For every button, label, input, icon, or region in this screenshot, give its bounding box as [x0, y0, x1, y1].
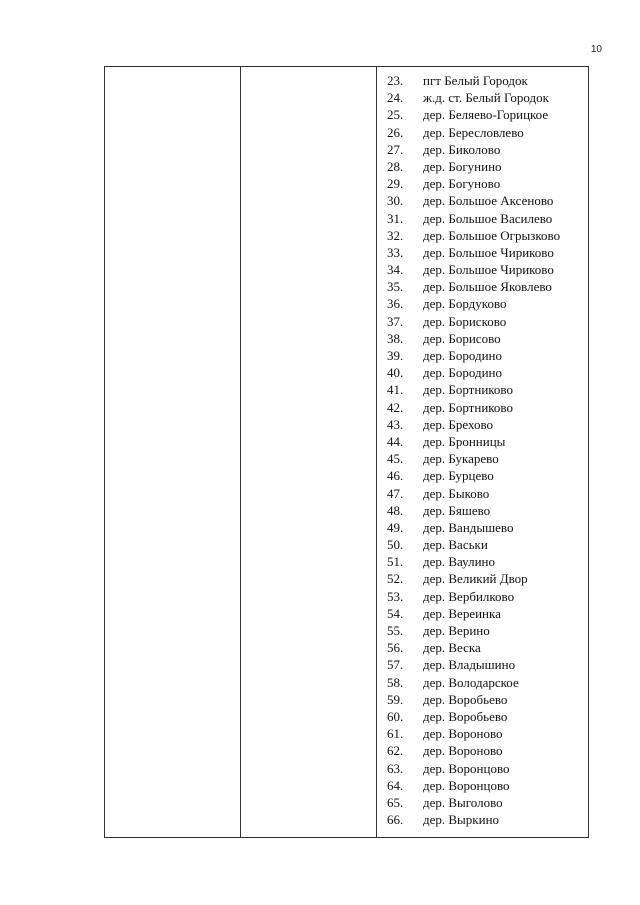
list-item-name: дер. Большое Чириково	[423, 244, 554, 260]
list-item-number: 33.	[387, 244, 404, 260]
list-item	[387, 811, 588, 828]
list-item	[387, 519, 588, 536]
list-item-number: 37.	[387, 313, 404, 329]
list-item	[387, 742, 588, 759]
list-item-name: дер. Бортниково	[423, 382, 513, 398]
list-item-name: дер. Вербилково	[423, 588, 515, 604]
list-item-number: 35.	[387, 279, 404, 295]
list-item-name: дер. Бордуково	[423, 296, 507, 312]
list-item-number: 23.	[387, 73, 404, 88]
list-item-name: дер. Бородино	[423, 348, 503, 363]
list-item-number: 59.	[387, 691, 404, 707]
list-item	[387, 158, 588, 175]
list-item-number: 34.	[387, 262, 404, 278]
list-item	[387, 72, 588, 89]
list-item-number: 41.	[387, 382, 404, 398]
list-item	[387, 313, 588, 330]
list-item-number: 52.	[387, 571, 404, 587]
settlements-list	[377, 67, 588, 837]
list-item-name: дер. Выркино	[423, 812, 500, 828]
list-item-number: 36.	[387, 296, 404, 312]
list-item-name: дер. Верино	[423, 623, 490, 638]
list-item-name: дер. Вандышево	[423, 519, 514, 535]
list-item	[387, 433, 588, 450]
list-item	[387, 399, 588, 416]
list-item-number: 31.	[387, 210, 404, 226]
list-item	[387, 227, 588, 244]
list-item-number: 48.	[387, 502, 404, 518]
list-item	[387, 364, 588, 381]
list-item	[387, 674, 588, 691]
list-item	[387, 725, 588, 742]
list-item	[387, 485, 588, 502]
list-item	[387, 691, 588, 708]
list-item-number: 61.	[387, 726, 404, 742]
list-item-number: 57.	[387, 657, 404, 673]
list-item-number: 28.	[387, 158, 404, 174]
list-item-name: дер. Володарское	[423, 674, 519, 690]
list-item-number: 42.	[387, 399, 404, 415]
list-item-name: дер. Владышино	[423, 657, 516, 673]
list-item-number: 25.	[387, 107, 404, 123]
list-item	[387, 502, 588, 519]
list-item	[387, 777, 588, 794]
list-item-name: дер. Выголово	[423, 794, 503, 810]
list-item	[387, 708, 588, 725]
list-item	[387, 141, 588, 158]
list-item-name: дер. Большое Огрызково	[423, 227, 561, 243]
list-item-name: дер. Биколово	[423, 141, 501, 157]
list-item-name: дер. Большое Яковлево	[423, 279, 552, 295]
list-item-number: 46.	[387, 468, 404, 484]
list-item-name: дер. Воронцово	[423, 760, 510, 776]
list-item-name: дер. Беляево-Горицкое	[423, 107, 549, 123]
list-item	[387, 760, 588, 777]
list-item-number: 44.	[387, 433, 404, 449]
list-item	[387, 416, 588, 433]
list-item-number: 26.	[387, 124, 404, 140]
list-item-number: 40.	[387, 365, 404, 381]
list-item	[387, 295, 588, 312]
list-item-number: 45.	[387, 451, 404, 467]
list-item	[387, 381, 588, 398]
list-item-name: дер. Бяшево	[423, 502, 491, 518]
settlements-table	[104, 66, 589, 838]
list-item-name: дер. Воробьево	[423, 691, 508, 707]
list-item-name: дер. Воронцово	[423, 777, 510, 793]
list-item	[387, 192, 588, 209]
list-item	[387, 467, 588, 484]
list-item	[387, 588, 588, 605]
list-item-number: 50.	[387, 537, 404, 553]
list-item-name: дер. Борисково	[423, 313, 507, 329]
list-item-number: 32.	[387, 227, 404, 243]
list-item-name: дер. Бородино	[423, 365, 503, 381]
list-item-number: 54.	[387, 605, 404, 621]
list-item-name: дер. Бурцево	[423, 468, 494, 484]
list-item	[387, 106, 588, 123]
list-item	[387, 210, 588, 227]
list-item-number: 49.	[387, 519, 404, 535]
list-item-number: 51.	[387, 554, 404, 570]
list-item-name: дер. Букарево	[423, 451, 499, 467]
list-item	[387, 639, 588, 656]
list-item-number: 58.	[387, 674, 404, 690]
list-item-number: 66.	[387, 812, 404, 828]
list-item-number: 39.	[387, 348, 404, 363]
list-item-name: дер. Вороново	[423, 743, 503, 759]
list-item-name: пгт Белый Городок	[423, 73, 528, 88]
list-item-number: 64.	[387, 777, 404, 793]
list-item-name: дер. Великий Двор	[423, 571, 528, 587]
list-item	[387, 175, 588, 192]
table-column-1	[105, 67, 241, 837]
list-item-name: дер. Быково	[423, 485, 490, 501]
list-item-name: дер. Богуново	[423, 176, 501, 192]
list-item-number: 47.	[387, 485, 404, 501]
list-item-name: дер. Бортниково	[423, 399, 513, 415]
list-item-name: дер. Веска	[423, 640, 481, 656]
list-item	[387, 347, 588, 364]
list-item	[387, 124, 588, 141]
list-item	[387, 89, 588, 106]
list-item-number: 60.	[387, 708, 404, 724]
list-item-name: дер. Воробьево	[423, 708, 508, 724]
list-item-name: дер. Большое Чириково	[423, 262, 554, 278]
list-item-name: дер. Бересловлево	[423, 124, 524, 140]
list-item-name: дер. Ваулино	[423, 554, 495, 570]
list-item-name: дер. Бронницы	[423, 433, 506, 449]
list-item-number: 29.	[387, 176, 404, 192]
list-item	[387, 656, 588, 673]
list-item	[387, 450, 588, 467]
list-item	[387, 570, 588, 587]
list-item-number: 30.	[387, 193, 404, 209]
list-item-name: дер. Вороново	[423, 726, 503, 742]
list-item-number: 38.	[387, 330, 404, 346]
list-item	[387, 261, 588, 278]
list-item-number: 56.	[387, 640, 404, 656]
list-item-name: дер. Богунино	[423, 158, 502, 174]
list-item-name: дер. Борисово	[423, 330, 501, 346]
list-item	[387, 278, 588, 295]
list-item	[387, 794, 588, 811]
list-item-number: 63.	[387, 760, 404, 776]
list-item-number: 55.	[387, 623, 404, 638]
list-item-number: 62.	[387, 743, 404, 759]
list-item-number: 43.	[387, 416, 404, 432]
list-item-number: 27.	[387, 141, 404, 157]
list-item-name: ж.д. ст. Белый Городок	[423, 90, 549, 106]
list-item	[387, 622, 588, 639]
list-item	[387, 536, 588, 553]
page-number: 10	[590, 44, 602, 55]
list-item-name: дер. Большое Василево	[423, 210, 553, 226]
list-item-number: 24.	[387, 90, 404, 106]
list-item	[387, 605, 588, 622]
list-item-name: дер. Вереинка	[423, 605, 501, 621]
list-item-number: 65.	[387, 794, 404, 810]
list-item	[387, 244, 588, 261]
list-item-name: дер. Большое Аксеново	[423, 193, 554, 209]
list-item-number: 53.	[387, 588, 404, 604]
list-item	[387, 330, 588, 347]
table-column-2	[241, 67, 377, 837]
list-item	[387, 553, 588, 570]
list-item-name: дер. Брехово	[423, 416, 494, 432]
list-item-name: дер. Васьки	[423, 537, 488, 553]
